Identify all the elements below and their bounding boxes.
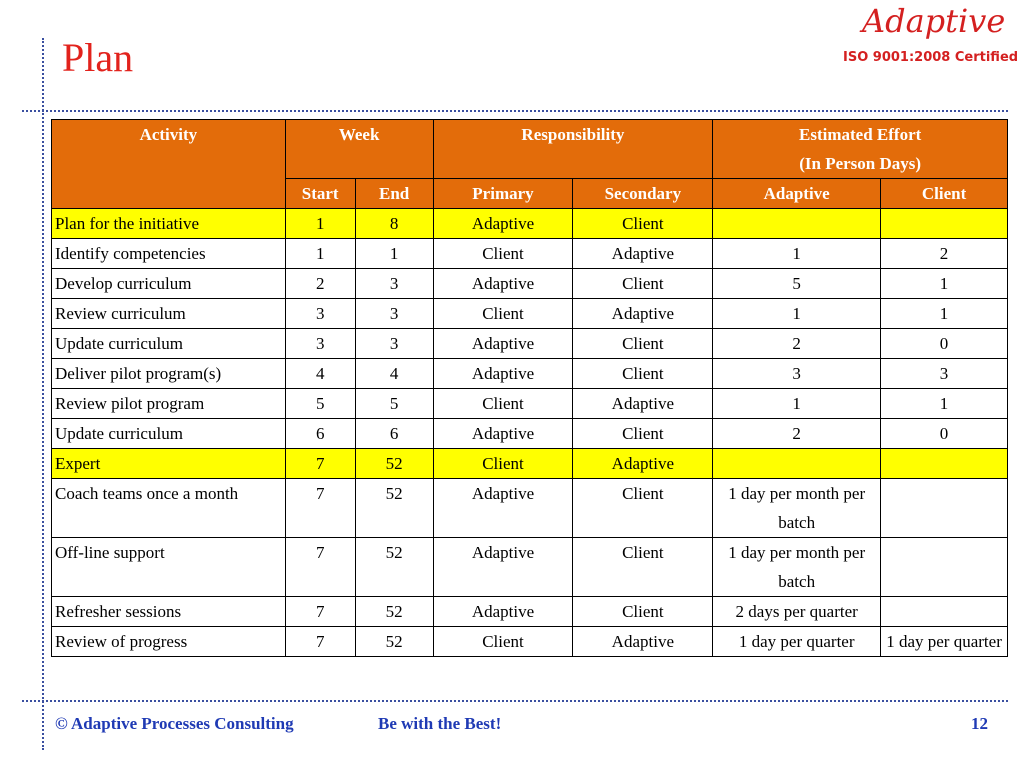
cell-effort-adaptive bbox=[713, 449, 881, 479]
table-row bbox=[52, 359, 1008, 389]
table-row bbox=[52, 419, 1008, 449]
cell-secondary: Client bbox=[573, 538, 713, 597]
cell-activity: Coach teams once a month bbox=[52, 479, 286, 538]
cell-end-week: 8 bbox=[355, 209, 433, 239]
table-row bbox=[52, 209, 1008, 239]
cell-activity: Update curriculum bbox=[52, 329, 286, 359]
cell-effort-client bbox=[881, 597, 1008, 627]
cell-end-week: 52 bbox=[355, 627, 433, 657]
cell-effort-client: 1 bbox=[881, 389, 1008, 419]
cell-effort-adaptive bbox=[713, 209, 881, 239]
cell-primary: Adaptive bbox=[433, 329, 573, 359]
bottom-dotted-rule bbox=[22, 700, 1008, 702]
cell-secondary: Adaptive bbox=[573, 299, 713, 329]
table-row bbox=[52, 449, 1008, 479]
cell-start-week: 1 bbox=[285, 209, 355, 239]
table-row bbox=[52, 269, 1008, 299]
cell-secondary: Client bbox=[573, 419, 713, 449]
cell-effort-adaptive: 5 bbox=[713, 269, 881, 299]
cell-activity: Plan for the initiative bbox=[52, 209, 286, 239]
cell-start-week: 7 bbox=[285, 597, 355, 627]
cell-primary: Adaptive bbox=[433, 538, 573, 597]
cell-effort-adaptive: 2 bbox=[713, 419, 881, 449]
cell-end-week: 3 bbox=[355, 269, 433, 299]
table-row bbox=[52, 538, 1008, 597]
col-header-secondary: Secondary bbox=[573, 179, 713, 209]
cell-primary: Client bbox=[433, 389, 573, 419]
cell-effort-adaptive: 2 bbox=[713, 329, 881, 359]
cell-primary: Client bbox=[433, 299, 573, 329]
cell-start-week: 7 bbox=[285, 479, 355, 538]
cell-secondary: Adaptive bbox=[573, 389, 713, 419]
cell-effort-client bbox=[881, 449, 1008, 479]
footer-copyright: © Adaptive Processes Consulting bbox=[55, 714, 294, 733]
table-row bbox=[52, 239, 1008, 269]
cell-secondary: Adaptive bbox=[573, 239, 713, 269]
cell-start-week: 5 bbox=[285, 389, 355, 419]
top-dotted-rule bbox=[22, 110, 1008, 112]
cell-primary: Adaptive bbox=[433, 597, 573, 627]
cell-activity: Update curriculum bbox=[52, 419, 286, 449]
cell-primary: Client bbox=[433, 449, 573, 479]
cell-activity: Off-line support bbox=[52, 538, 286, 597]
col-header-week: Week bbox=[285, 120, 433, 179]
cell-primary: Adaptive bbox=[433, 209, 573, 239]
col-header-end: End bbox=[355, 179, 433, 209]
cell-activity: Refresher sessions bbox=[52, 597, 286, 627]
cell-effort-adaptive: 2 days per quarter bbox=[713, 597, 881, 627]
cell-end-week: 52 bbox=[355, 597, 433, 627]
table-row bbox=[52, 299, 1008, 329]
table-row bbox=[52, 597, 1008, 627]
cell-activity: Develop curriculum bbox=[52, 269, 286, 299]
cell-start-week: 3 bbox=[285, 299, 355, 329]
cell-start-week: 7 bbox=[285, 449, 355, 479]
footer-tagline: Be with the Best! bbox=[378, 714, 502, 733]
col-header-effort-client: Client bbox=[881, 179, 1008, 209]
cell-start-week: 1 bbox=[285, 239, 355, 269]
cell-effort-client: 1 day per quarter bbox=[881, 627, 1008, 657]
cell-effort-adaptive: 1 bbox=[713, 239, 881, 269]
slide-title: Plan bbox=[62, 35, 134, 80]
cell-secondary: Client bbox=[573, 269, 713, 299]
col-header-start: Start bbox=[285, 179, 355, 209]
cell-effort-client: 1 bbox=[881, 269, 1008, 299]
cell-effort-client: 2 bbox=[881, 239, 1008, 269]
cell-secondary: Adaptive bbox=[573, 627, 713, 657]
cell-primary: Adaptive bbox=[433, 269, 573, 299]
cell-primary: Adaptive bbox=[433, 419, 573, 449]
table-row bbox=[52, 389, 1008, 419]
cell-activity: Review of progress bbox=[52, 627, 286, 657]
cell-effort-client: 0 bbox=[881, 419, 1008, 449]
cell-effort-client: 0 bbox=[881, 329, 1008, 359]
cell-effort-adaptive: 1 day per quarter bbox=[713, 627, 881, 657]
cell-effort-adaptive: 1 bbox=[713, 389, 881, 419]
cell-end-week: 52 bbox=[355, 479, 433, 538]
table-row bbox=[52, 479, 1008, 538]
cell-activity: Deliver pilot program(s) bbox=[52, 359, 286, 389]
cell-effort-client: 1 bbox=[881, 299, 1008, 329]
cell-primary: Client bbox=[433, 627, 573, 657]
cell-primary: Client bbox=[433, 239, 573, 269]
cell-end-week: 52 bbox=[355, 538, 433, 597]
cell-start-week: 4 bbox=[285, 359, 355, 389]
cell-effort-adaptive: 3 bbox=[713, 359, 881, 389]
effort-header-line2: (In Person Days) bbox=[799, 154, 922, 173]
cell-end-week: 52 bbox=[355, 449, 433, 479]
cell-effort-adaptive: 1 day per month per batch bbox=[713, 479, 881, 538]
cell-start-week: 6 bbox=[285, 419, 355, 449]
left-dotted-rule bbox=[42, 38, 44, 750]
cell-start-week: 7 bbox=[285, 627, 355, 657]
cell-secondary: Client bbox=[573, 209, 713, 239]
cell-activity: Identify competencies bbox=[52, 239, 286, 269]
effort-header-line1: Estimated Effort bbox=[799, 125, 922, 144]
col-header-activity: Activity bbox=[52, 120, 286, 209]
plan-table bbox=[51, 119, 1008, 657]
cell-start-week: 7 bbox=[285, 538, 355, 597]
cell-end-week: 5 bbox=[355, 389, 433, 419]
cell-start-week: 2 bbox=[285, 269, 355, 299]
cell-secondary: Client bbox=[573, 479, 713, 538]
col-header-estimated-effort bbox=[713, 120, 1008, 179]
cell-start-week: 3 bbox=[285, 329, 355, 359]
cell-end-week: 6 bbox=[355, 419, 433, 449]
cell-end-week: 3 bbox=[355, 299, 433, 329]
header-row-top bbox=[52, 120, 1008, 179]
cell-effort-client bbox=[881, 209, 1008, 239]
cell-activity: Review pilot program bbox=[52, 389, 286, 419]
cell-secondary: Client bbox=[573, 359, 713, 389]
cell-end-week: 4 bbox=[355, 359, 433, 389]
cell-primary: Adaptive bbox=[433, 479, 573, 538]
cell-secondary: Client bbox=[573, 597, 713, 627]
logo-wordmark: Adaptive bbox=[862, 2, 1006, 40]
cell-end-week: 3 bbox=[355, 329, 433, 359]
cell-effort-client bbox=[881, 479, 1008, 538]
logo-certification: ISO 9001:2008 Certified bbox=[843, 50, 1019, 65]
cell-effort-client bbox=[881, 538, 1008, 597]
col-header-effort-adaptive: Adaptive bbox=[713, 179, 881, 209]
table-row bbox=[52, 329, 1008, 359]
col-header-primary: Primary bbox=[433, 179, 573, 209]
cell-effort-adaptive: 1 day per month per batch bbox=[713, 538, 881, 597]
cell-secondary: Adaptive bbox=[573, 449, 713, 479]
cell-effort-client: 3 bbox=[881, 359, 1008, 389]
cell-secondary: Client bbox=[573, 329, 713, 359]
cell-primary: Adaptive bbox=[433, 359, 573, 389]
cell-activity: Review curriculum bbox=[52, 299, 286, 329]
col-header-responsibility: Responsibility bbox=[433, 120, 713, 179]
table-row bbox=[52, 627, 1008, 657]
cell-end-week: 1 bbox=[355, 239, 433, 269]
plan-table-body bbox=[52, 209, 1008, 657]
cell-activity: Expert bbox=[52, 449, 286, 479]
footer-page-number: 12 bbox=[971, 714, 988, 733]
cell-effort-adaptive: 1 bbox=[713, 299, 881, 329]
